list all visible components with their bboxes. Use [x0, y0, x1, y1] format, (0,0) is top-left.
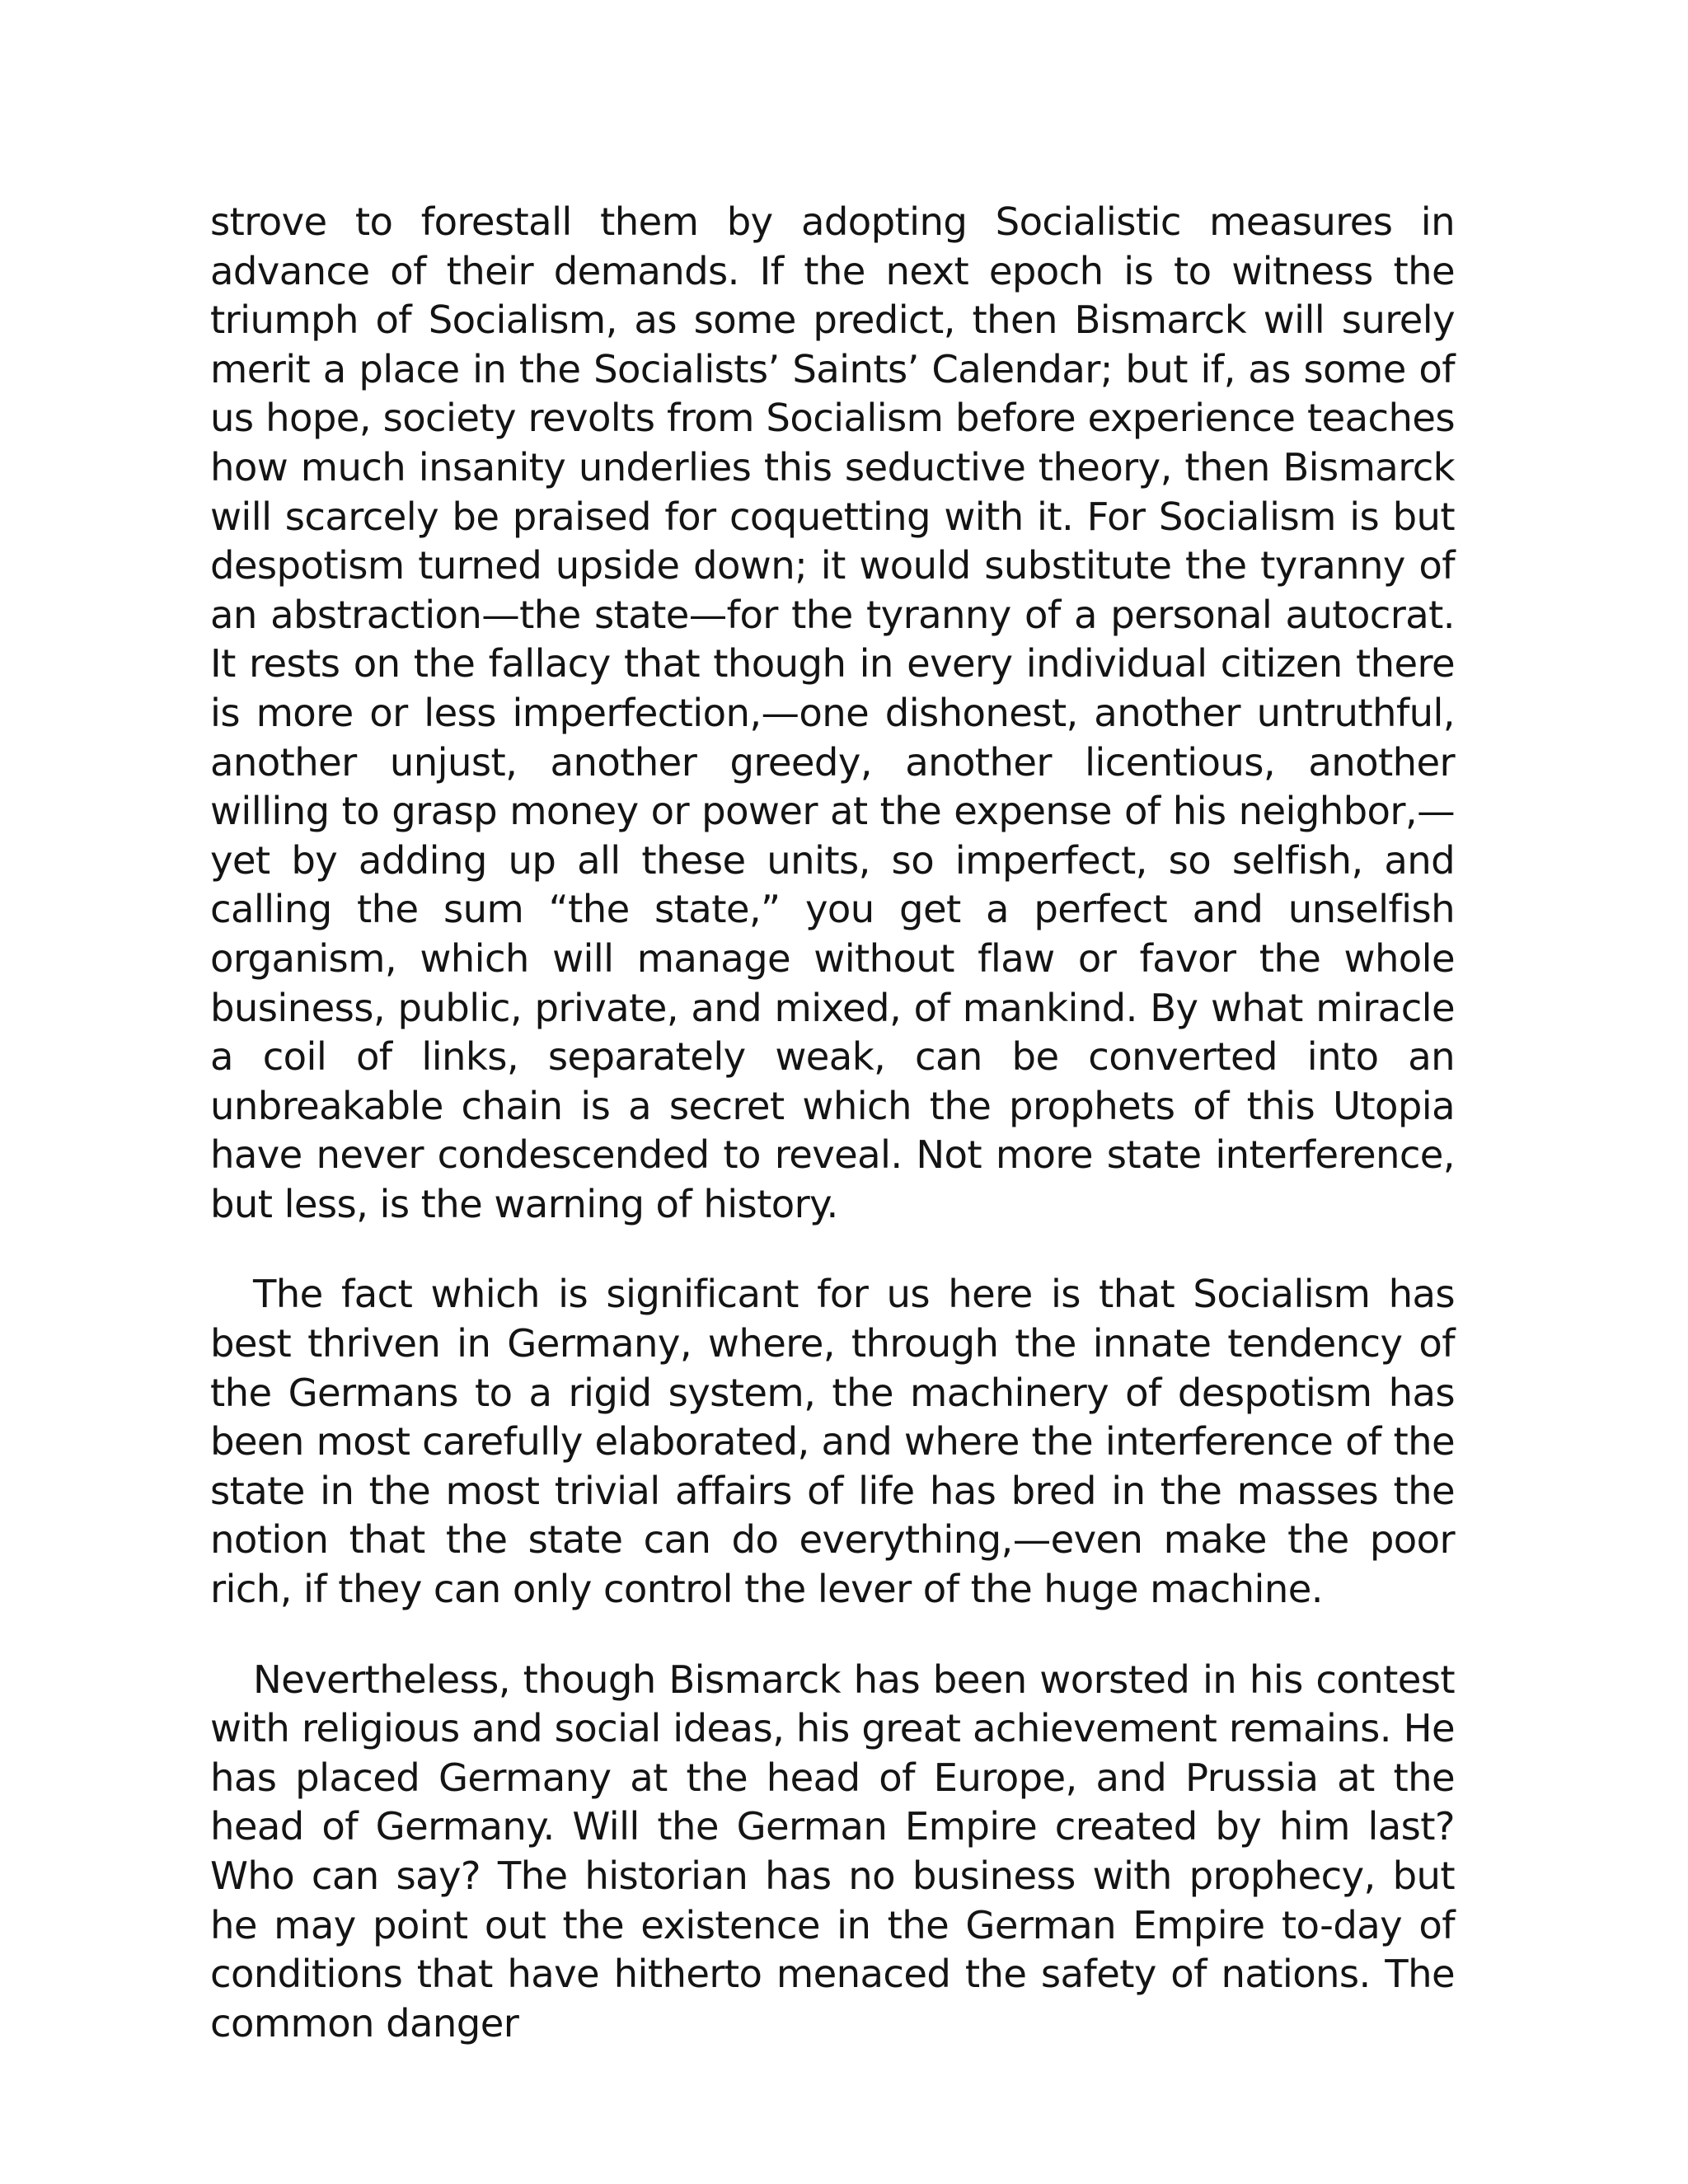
paragraph-continuation: strove to forestall them by adopting Socialistic measures in advance of their demands. If the next epoch is to witness the triumph of Socialism, as some predict, then Bismarck will surely merit a place in the Socialists’ Saints’ Calendar; but if, as some of us hope, society revolts from Socialism before experience teaches how much insanity underlies this seductive theory, then Bismarck will scarcely be praised for coquetting with it. For Socialism is but despotism turned upside down; it would substitute the tyranny of an abstraction—the state—for the tyranny of a personal autocrat. It rests on the fallacy that though in every individual citizen there is more or less imperfection,—one dishonest, another untruthful, another unjust, another greedy, another licentious, another willing to grasp money or power at the expense of his neighbor,—yet by adding up all these units, so imperfect, so selfish, and calling the sum “the state,” you get a perfect and unselfish organism, which will manage without flaw or favor the whole business, public, private, and mixed, of mankind. By what miracle a coil of links, separately weak, can be converted into an unbreakable chain is a secret which the prophets of this Utopia have never condescended to reveal. Not more state interference, but less, is the warning of history.	[210, 199, 1455, 1226]
page-body	[210, 198, 1455, 2048]
paragraph-bismarck-achievement: Nevertheless, though Bismarck has been worsted in his contest with religious and social ideas, his great achievement remains. He has placed Germany at the head of Europe, and Prussia at the head of Germany. Will the German Empire created by him last? Who can say? The historian has no business with prophecy, but he may point out the existence in the German Empire to-day of conditions that have hitherto menaced the safety of nations. The common danger	[210, 1657, 1455, 2046]
paragraph-socialism-germany: The fact which is significant for us here is that Socialism has best thriven in Germany, where, through the innate tendency of the Germans to a rigid system, the machinery of despotism has been most carefully elaborated, and where the interference of the state in the most trivial affairs of life has bred in the masses the notion that the state can do everything,—even make the poor rich, if they can only control the lever of the huge machine.	[210, 1272, 1455, 1612]
